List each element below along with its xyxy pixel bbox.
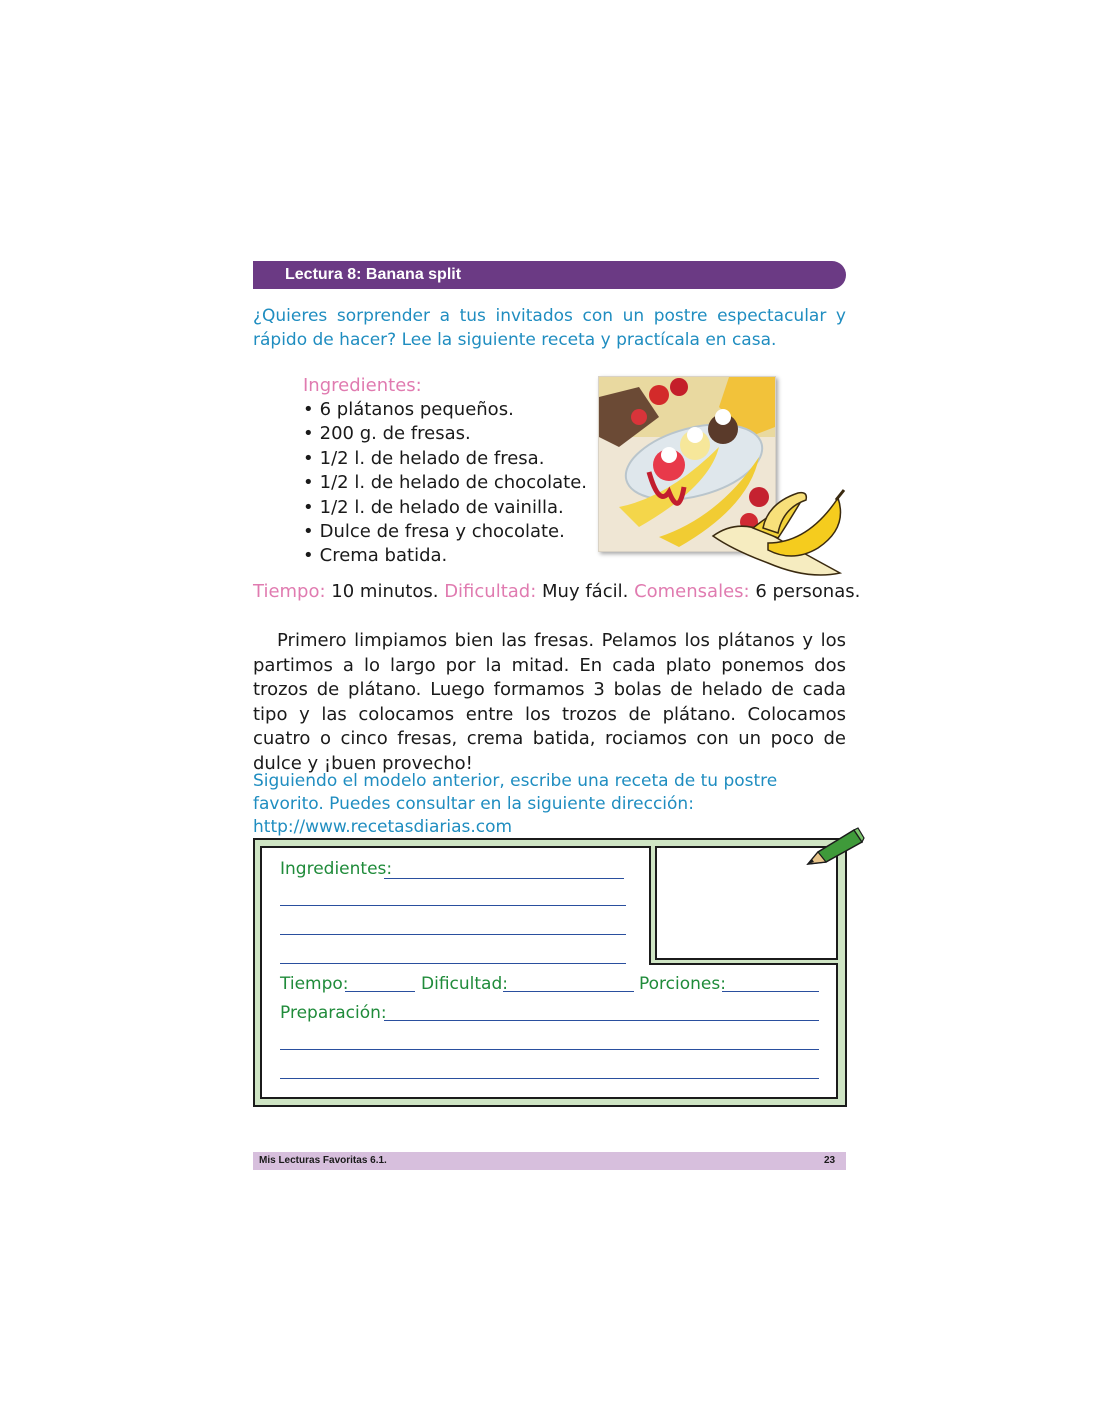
difficulty-label: Dificultad: [444,581,537,602]
form-portions-label: Porciones: [639,974,726,994]
page-title: Lectura 8: Banana split [285,266,462,283]
time-value: 10 minutos. [331,581,439,602]
pencil-icon [804,826,866,870]
time-input-line[interactable] [345,991,415,992]
ingredients-input-line[interactable] [384,878,624,879]
ingredient-item: • 1/2 l. de helado de vainilla. [303,496,587,520]
form-time-label: Tiempo: [280,974,349,994]
page-number: 23 [824,1155,836,1166]
ingredient-item: • 1/2 l. de helado de fresa. [303,447,587,471]
ingredients-list [303,398,587,569]
ingredient-item: • Crema batida. [303,544,587,568]
banana-icon [708,488,848,583]
ingredient-item: • 6 plátanos pequeños. [303,398,587,422]
ingredient-item: • 200 g. de fresas. [303,422,587,446]
preparation-input-line[interactable] [280,1078,819,1079]
intro-text: ¿Quieres sorprender a tus invitados con un postre espectacular y rápido de hacer? Lee la siguiente receta y practícala en casa. [253,306,846,350]
recipe-steps: Primero limpiamos bien las fresas. Pelamos los plátanos y los partimos a lo largo por la mitad. En cada plato ponemos dos trozos de plátano. Luego formamos 3 bolas de helado de cada tipo y las colocamos entre los trozos de plátano. Colocamos cuatro o cinco fresas, crema batida, rociamos con un poco de dulce y ¡buen provecho! [253,630,846,774]
activity-instruction: Siguiendo el modelo anterior, escribe una receta de tu postre favorito. Puedes consultar en la siguiente dirección: http://www.recetasdiarias.com [253,771,778,837]
ingredients-input-line[interactable] [280,934,626,935]
recipe-meta [253,580,860,604]
time-label: Tiempo: [253,581,326,602]
form-preparation-label: Preparación: [280,1003,387,1023]
footer-book-title: Mis Lecturas Favoritas 6.1. [259,1155,387,1166]
form-ingredients-label: Ingredientes: [280,859,393,879]
preparation-input-line[interactable] [384,1020,819,1021]
recipe-form [253,838,847,1107]
ingredient-item: • Dulce de fresa y chocolate. [303,520,587,544]
diners-label: Comensales: [634,581,750,602]
difficulty-input-line[interactable] [503,991,634,992]
portions-input-line[interactable] [722,991,819,992]
ingredients-input-line[interactable] [280,963,626,964]
diners-value: 6 personas. [755,581,861,602]
ingredients-input-line[interactable] [280,905,626,906]
difficulty-value: Muy fácil. [542,581,629,602]
ingredient-item: • 1/2 l. de helado de chocolate. [303,471,587,495]
ingredients-heading: Ingredientes: [303,375,422,396]
form-difficulty-label: Dificultad: [421,974,508,994]
preparation-input-line[interactable] [280,1049,819,1050]
